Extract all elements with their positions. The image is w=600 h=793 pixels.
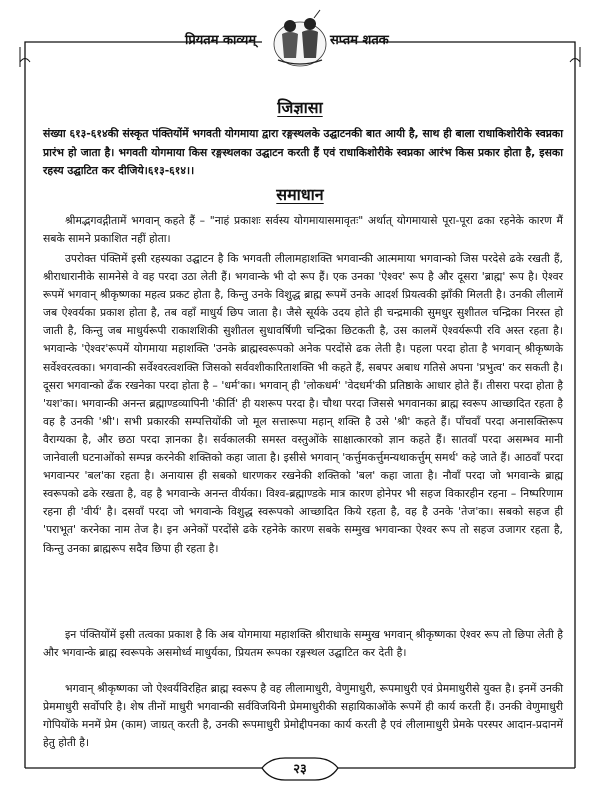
- header-left-title: प्रियतम काव्यम्: [185, 33, 257, 48]
- answer-paragraph-2: उपरोक्त पंक्तिमें इसी रहस्यका उद्घाटन है कि भगवती लीलामहाशक्ति भगवान्की आत्ममाया भगवान्को जिस परदेसे ढके रखती हैं, श्रीराधारानीके सामनेसे वे वह परदा उठा लेती हैं। भगवान्के भी दो रूप हैं। एक उनका 'ऐश्वर' रूप है और दूसरा 'ब्राह्म' रूप है। ऐश्वर रूपमें भगवान् श्रीकृष्णका महत्व प्रकट होता है, किन्तु उनके विशुद्ध ब्राह्म रूपमें उनके आदर्श प्रियत्वकी झाँकी मिलती है। उनकी लीलामें जब ऐश्वर्यका प्रकाश होता है, तब वहाँ माधुर्य छिप जाता है। जैसे सूर्यके उदय होते ही चन्द्रमाकी सुमधुर सुशीतल चन्द्रिका निरस्त हो जाती है, किन्तु जब माधुर्यरूपी राकाशशिकी सुशीतल सुधावर्षिणी चन्द्रिका छिटकती है, उस कालमें ऐश्वर्यरूपी रवि अस्त रहता है। भगवान्के 'ऐश्वर'रूपमें योगमाया महाशक्ति 'उनके ब्राह्मस्वरूपको अनेक परदोंसे ढक लेती है। पहला परदा होता है भगवान् श्रीकृष्णके सर्वेश्वरत्वका। भगवान्की सर्वेश्वरत्वशक्ति जिसको सर्ववशीकारिताशक्ति भी कहते हैं, सबपर अबाध गतिसे अपना 'प्रभुत्व' कर सकती है। दूसरा भगवान्को ढँक रखनेका परदा होता है – 'धर्म'का। भगवान् ही 'लोकधर्म' 'वेदधर्म'की प्रतिष्ठाके आधार होते हैं। तीसरा परदा होता है 'यश'का। भगवान्की अनन्त ब्रह्माण्डव्यापिनी 'कीर्ति' ही यशरूप परदा है। चौथा परदा जिससे भगवानका ब्राह्म स्वरूप आच्छादित रहता है वह है उनकी 'श्री'। सभी प्रकारकी सम्पत्तियोंकी जो मूल सत्तारूपा महान् शक्ति है उसे 'श्री' कहते हैं। पाँचवाँ परदा अनासक्तिरूप वैराग्यका है, और छठा परदा ज्ञानका है। सर्वकालकी समस्त वस्तुओंके साक्षात्कारको ज्ञान कहते हैं। सातवाँ परदा असम्भव मानी जानेवाली घटनाओंको सम्पन्न करनेकी शक्तिको कहा जाता है। इसीसे भगवान् 'कर्त्तुमकर्त्तुमन्यथाकर्त्तुम् समर्थ' कहे जाते हैं। आठवाँ परदा भगवान्पर 'बल'का रहता है। अनायास ही सबको धारणकर रखनेकी शक्तिको 'बल' कहा जाता है। नौवाँ परदा जो भगवान्के ब्राह्म स्वरूपको ढके रखता है, वह है भगवान्के अनन्त वीर्यका। विश्व-ब्रह्माण्डके मात्र कारण होनेपर भी सहज विकारहीन रहना – निष्परिणाम रहना ही 'वीर्य' है। दसवाँ परदा जो भगवान्के विशुद्ध स्वरूपको आच्छादित किये रहता है, वह है उनके 'तेज'का। सबको सहज ही 'पराभूत' करनेका नाम तेज है। इन अनेकों परदोंसे ढके रहनेके कारण सबके सम्मुख भगवान्का ऐश्वर रूप तो सहज उजागर रहता है, किन्तु उनका ब्राह्मरूप सदैव छिपा ही रहता है।: [43, 252, 563, 555]
- page-number: २३: [293, 762, 307, 777]
- header-right-title: सप्तम शतक: [330, 33, 389, 48]
- answer-heading: समाधान: [276, 185, 324, 204]
- answer-paragraph-1: श्रीमद्भगवद्गीतामें भगवान् कहते हैं – "नाहं प्रकाशः सर्वस्य योगमायासमावृतः" अर्थात् योगमायासे पूरा-पूरा ढका रहनेके कारण मैं सबके सामने प्रकाशित नहीं होता।: [43, 214, 563, 246]
- question-heading: जिज्ञासा: [277, 98, 323, 117]
- question-text: संख्या ६१३-६१४की संस्कृत पंक्तियोंमें भगवती योगमाया द्वारा रङ्गस्थलके उद्घाटनकी बात आयी है, साथ ही बाला राधाकिशोरीके स्वप्नका प्रारंभ हो जाता है। भगवती योगमाया किस रङ्गस्थलका उद्घाटन करती हैं एवं राधाकिशोरीके स्वप्नका आरंभ किस प्रकार होता है, इसका रहस्य उद्घाटित कर दीजिये।६१३-६१४।।: [43, 127, 563, 177]
- answer-paragraph-4: भगवान् श्रीकृष्णका जो ऐश्वर्यविरहित ब्राह्म स्वरूप है वह लीलामाधुरी, वेणुमाधुरी, रूपमाधुरी एवं प्रेममाधुरीसे युक्त है। इनमें उनकी प्रेममाधुरी सर्वोपरि है। शेष तीनों माधुरी भगवान्की सर्वविजयिनी प्रेममाधुरीकी सहायिकाओंके रूपमें ही कार्य करती हैं। उनकी वेणुमाधुरी गोपियोंके मनमें प्रेम (काम) जाग्रत् करती है, उनकी रूपमाधुरी प्रेमोद्दीपनका कार्य करती है एवं लीलामाधुरी प्रेमके परस्पर आदान-प्रदानमें हेतु होती है।: [43, 682, 563, 750]
- radha-krishna-emblem-icon: [270, 8, 330, 70]
- answer-paragraph-3: इन पंक्तियोंमें इसी तत्वका प्रकाश है कि अब योगमाया महाशक्ति श्रीराधाके सम्मुख भगवान् श्रीकृष्णका ऐश्वर रूप तो छिपा लेती है और भगवान्के ब्राह्म स्वरूपके असमोर्ध्व माधुर्यका, प्रियतम रूपका रङ्गस्थल उद्घाटित कर देती है।: [43, 628, 563, 660]
